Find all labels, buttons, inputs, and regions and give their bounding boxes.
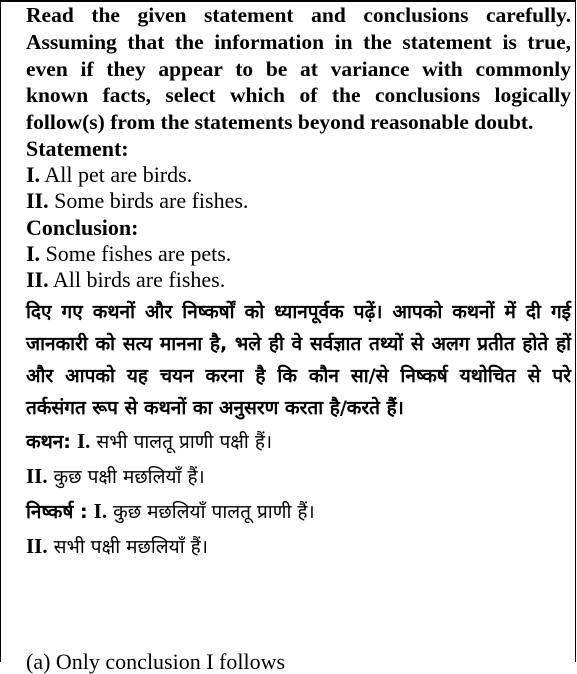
instructions-english: Read the given statement and conclusions carefully. Assuming that the information in the statement is true, even if they appear to be at variance with commonly known facts, select which of the conclusions logically follow(s) from the statements beyond reasonable doubt. — [26, 3, 571, 135]
statement-item-1: I. All pet are birds. — [26, 161, 193, 187]
question-content — [26, 2, 571, 564]
statement-heading: Statement: — [26, 135, 129, 161]
conclusion-item-1: I. Some fishes are pets. — [26, 240, 232, 266]
conclusion-item-2: II. All birds are fishes. — [26, 267, 226, 293]
conclusion-heading: Conclusion: — [26, 214, 139, 240]
instructions-hindi: दिए गए कथनों और निष्कर्षों को ध्यानपूर्वक पढ़ें। आपको कथनों में दी गई जानकारी को सत्य मानना है, भले ही वे सर्वज्ञात तथ्यों से अलग प्रतीत होते हों और आपको यह चयन करना है कि कौन सा/से निष्कर्ष यथोचित से परे तर्कसंगत रूप से कथनों का अनुसरण करता है/करते हैं। — [26, 300, 571, 419]
statement-hindi-item-2: II. कुछ पक्षी मछलियाँ हैं। — [26, 463, 205, 488]
option-a-partial: (a) Only conclusion I follows — [26, 649, 286, 674]
conclusion-hindi-item-2: II. सभी पक्षी मछलियाँ हैं। — [26, 533, 208, 558]
statement-hindi-item-1: कथन: I. सभी पालतू प्राणी पक्षी हैं। — [26, 428, 273, 453]
statement-item-2: II. Some birds are fishes. — [26, 188, 249, 214]
conclusion-hindi-item-1: निष्कर्ष : I. कुछ मछलियाँ पालतू प्राणी हैं। — [26, 498, 315, 523]
